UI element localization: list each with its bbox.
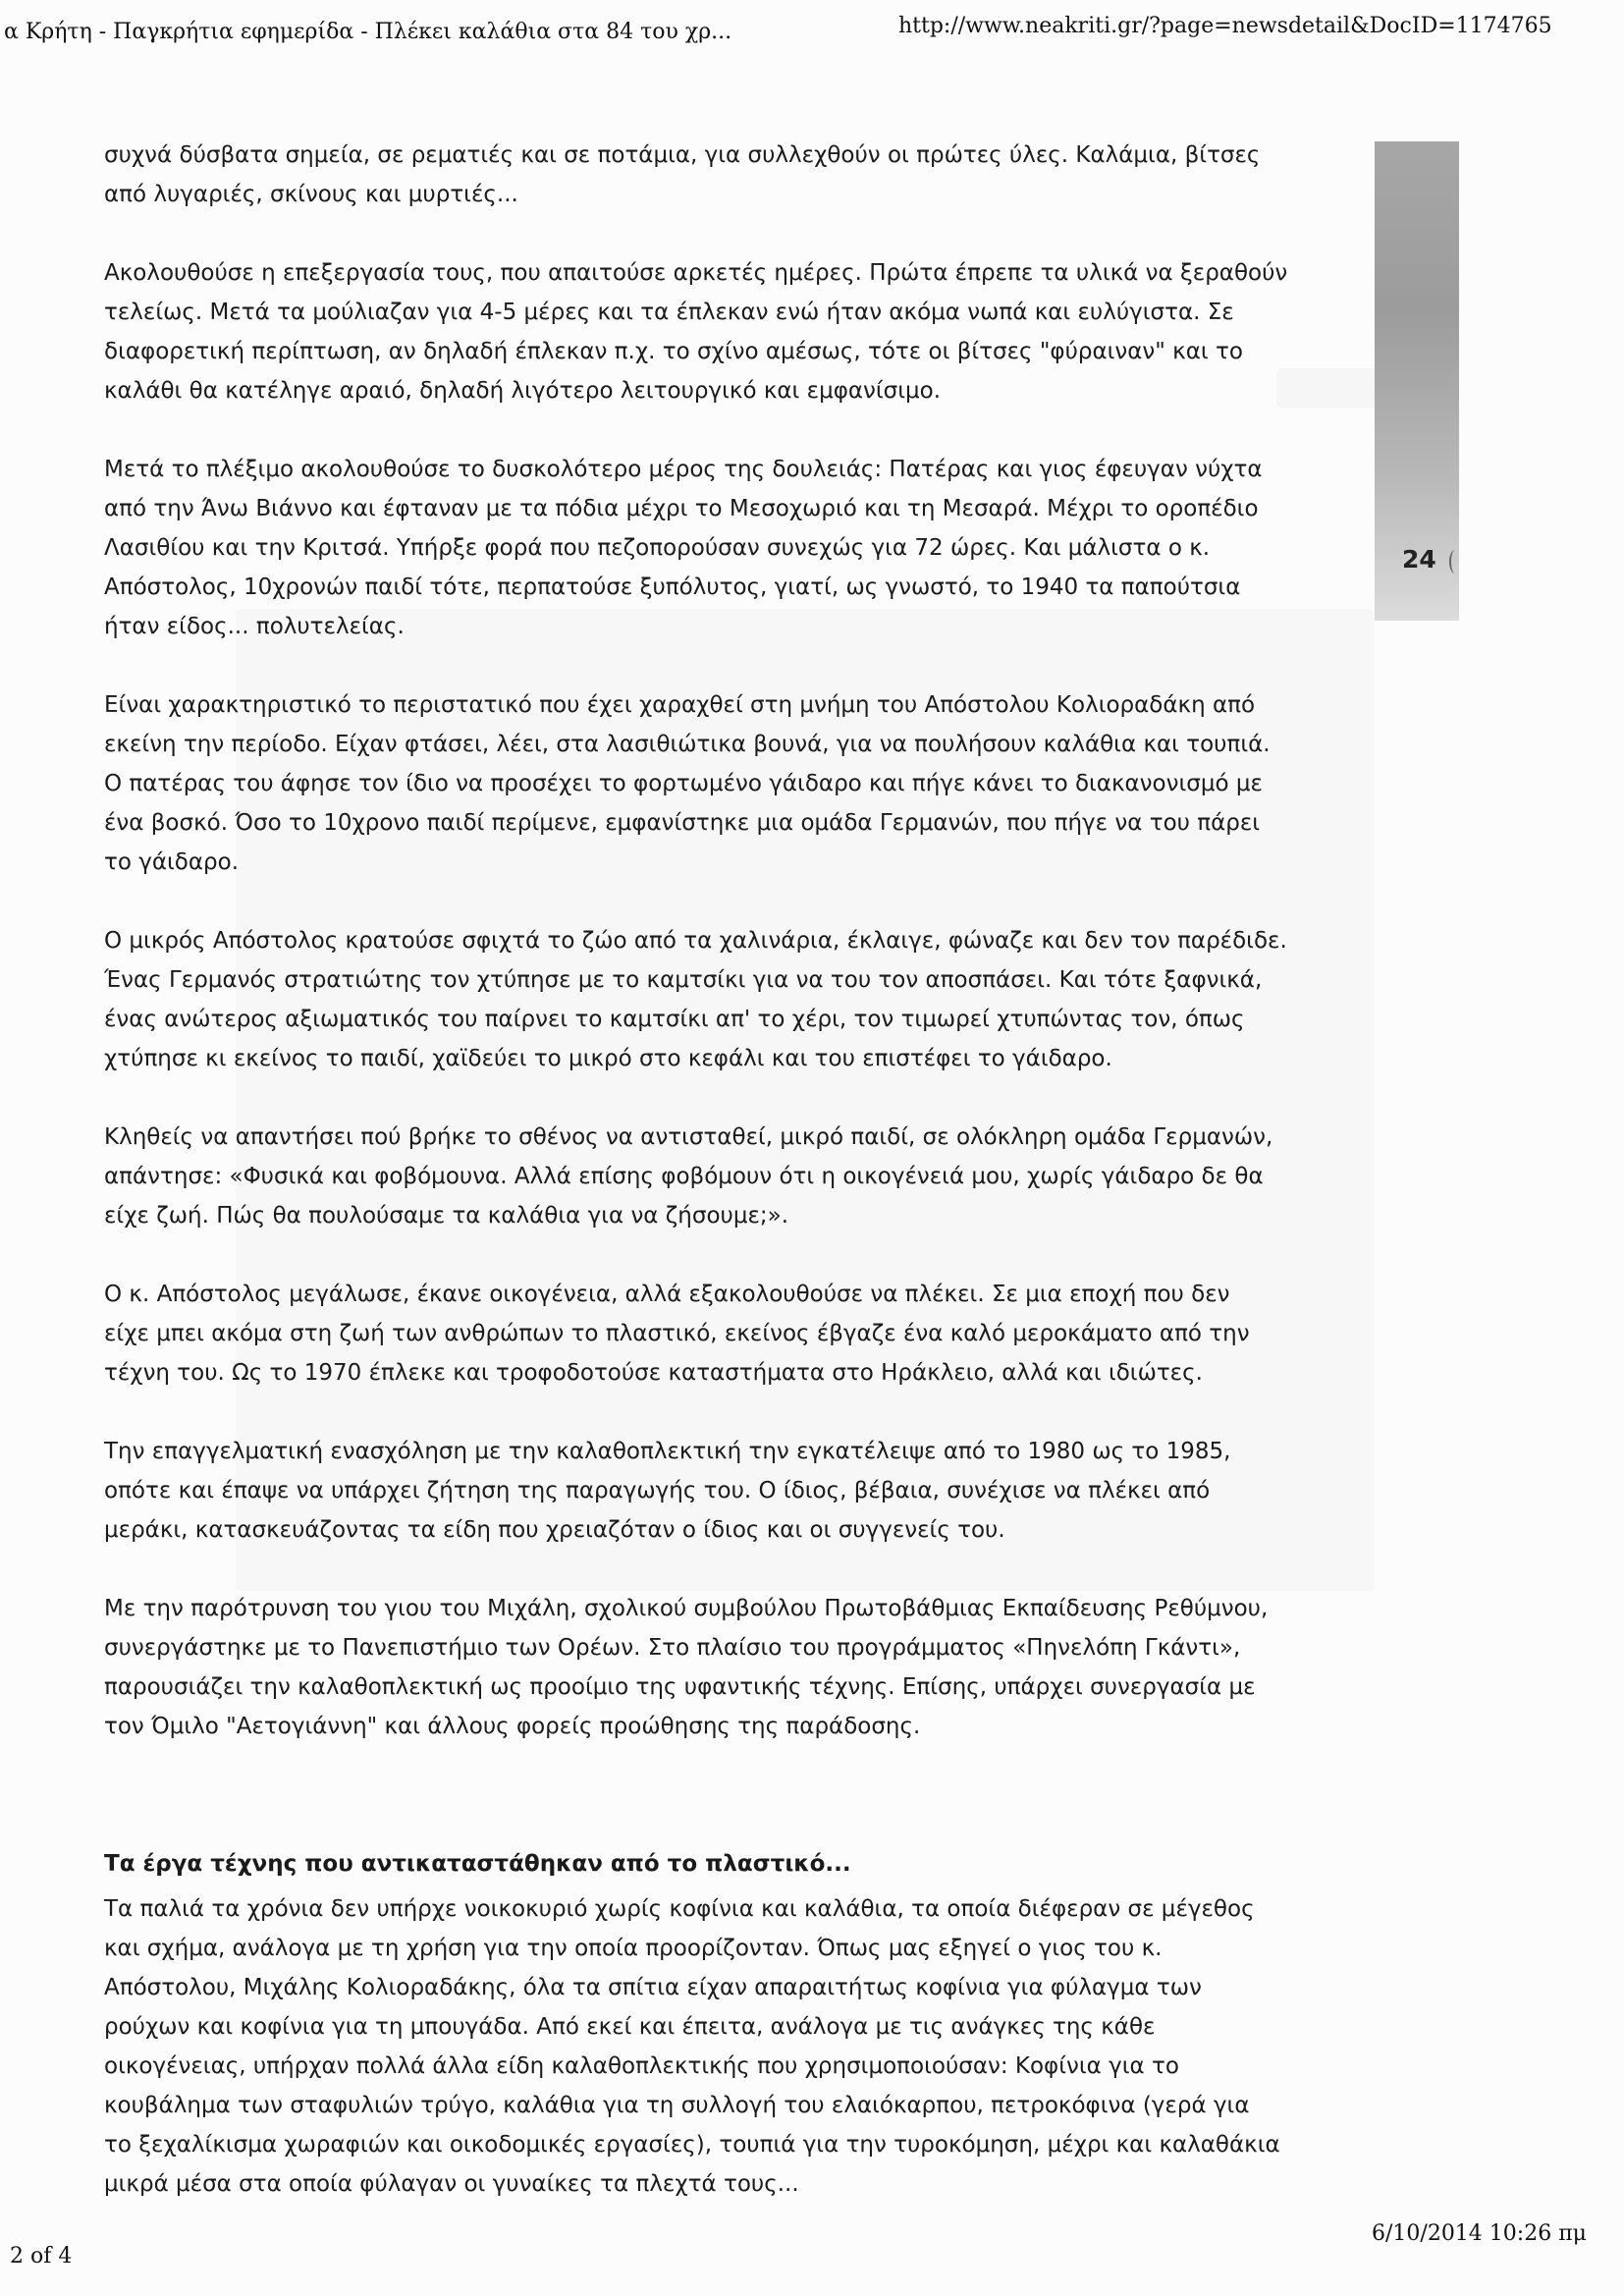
paragraph: Την επαγγελματική ενασχόληση με την καλαθοπλεκτική την εγκατέλειψε από το 1980 ως το 1985, οπότε και έπαψε να υπάρχει ζήτηση της παραγωγής του. Ο ίδιος, βέβαια, συνέχισε να πλέκει από μεράκι, κατασκευάζοντας τα είδη που χρειαζόταν ο ίδιος και οι συγγενείς του. xyxy=(104,1439,1231,1543)
page-url[interactable]: http://www.neakriti.gr/?page=newsdetail&DocID=1174765 xyxy=(898,14,1552,38)
paragraph: Είναι χαρακτηριστικό το περιστατικό που έχει χαραχθεί στη μνήμη του Απόστολου Κολιοραδάκη από εκείνη την περίοδο. Είχαν φτάσει, λέει, στα λασιθιώτικα βουνά, για να πουλήσουν καλάθια και τουπιά. Ο πατέρας του άφησε τον ίδιο να προσέχει το φορτωμένο γάιδαρο και πήγε κάνει το διακανονισμό με ένα βοσκό. Όσο το 10χρονο παιδί περίμενε, εμφανίστηκε μια ομάδα Γερμανών, που πήγε να του πάρει το γάιδαρο. xyxy=(104,692,1271,875)
paragraph: συχνά δύσβατα σημεία, σε ρεματιές και σε ποτάμια, για συλλεχθούν οι πρώτες ύλες. Καλάμια, βίτσες από λυγαριές, σκίνους και μυρτιές... xyxy=(104,142,1261,207)
page-title: α Κρήτη - Παγκρήτια εφημερίδα - Πλέκει καλάθια στα 84 του χρ... xyxy=(4,20,732,44)
paragraph: Ακολουθούσε η επεξεργασία τους, που απαιτούσε αρκετές ημέρες. Πρώτα έπρεπε τα υλικά να ξεραθούν τελείως. Μετά τα μούλιαζαν για 4-5 μέρες και τα έπλεκαν ενώ ήταν ακόμα νωπά και ευλύγιστα. Σε διαφορετική περίπτωση, αν δηλαδή έπλεκαν π.χ. το σχίνο αμέσως, τότε οι βίτσες "φύραιναν" και το καλάθι θα κατέληγε αραιό, δηλαδή λιγότερο λειτουργικό και εμφανίσιμο. xyxy=(104,260,1288,404)
paragraph: Ο κ. Απόστολος μεγάλωσε, έκανε οικογένεια, αλλά εξακολουθούσε να πλέκει. Σε μια εποχή που δεν είχε μπει ακόμα στη ζωή των ανθρώπων το πλαστικό, εκείνος έβγαζε ένα καλό μεροκάματο από την τέχνη του. Ως το 1970 έπλεκε και τροφοδοτούσε καταστήματα στο Ηράκλειο, αλλά και ιδιώτες. xyxy=(104,1282,1250,1386)
print-datetime: 6/10/2014 10:26 πμ xyxy=(1372,2221,1587,2246)
article-body xyxy=(104,136,1380,2204)
paragraph: Μετά το πλέξιμο ακολουθούσε το δυσκολότερο μέρος της δουλειάς: Πατέρας και γιος έφευγαν νύχτα από την Άνω Βιάννο και έφταναν με τα πόδια μέχρι το Μεσοχωριό και τη Μεσαρά. Μέχρι το οροπέδιο Λασιθίου και την Κριτσά. Υπήρξε φορά που πεζοπορούσαν συνεχώς για 72 ώρες. Και μάλιστα ο κ. Απόστολος, 10χρονών παιδί τότε, περπατούσε ξυπόλυτος, γιατί, ως γνωστό, το 1940 τα παπούτσια ήταν είδος... πολυτελείας. xyxy=(104,457,1263,639)
page-number: 2 of 4 xyxy=(10,2244,73,2269)
paragraph: Κληθείς να απαντήσει πού βρήκε το σθένος να αντισταθεί, μικρό παιδί, σε ολόκληρη ομάδα Γερμανών, απάντησε: «Φυσικά και φοβόμουνα. Αλλά επίσης φοβόμουν ότι η οικογένειά μου, χωρίς γάιδαρο δε θα είχε ζωή. Πώς θα πουλούσαμε τα καλάθια για να ζήσουμε;». xyxy=(104,1124,1273,1229)
section-heading: Τα έργα τέχνης που αντικαταστάθηκαν από το πλαστικό... xyxy=(104,1851,851,1877)
paragraph: Με την παρότρυνση του γιου του Μιχάλη, σχολικού συμβούλου Πρωτοβάθμιας Εκπαίδευσης Ρεθύμνου, συνεργάστηκε με το Πανεπιστήμιο των Ορέων. Στο πλαίσιο του προγράμματος «Πηνελόπη Γκάντι», παρουσιάζει την καλαθοπλεκτική ως προοίμιο της υφαντικής τέχνης. Επίσης, υπάρχει συνεργασία με τον Όμιλο "Αετογιάννη" και άλλους φορείς προώθησης της παράδοσης. xyxy=(104,1596,1269,1739)
paragraph: Ο μικρός Απόστολος κρατούσε σφιχτά το ζώο από τα χαλινάρια, έκλαιγε, φώναζε και δεν τον παρέδιδε. Ένας Γερμανός στρατιώτης τον χτύπησε με το καμτσίκι για να του τον αποσπάσει. Και τότε ξαφνικά, ένας ανώτερος αξιωματικός του παίρνει το καμτσίκι απ' το χέρι, τον τιμωρεί χτυπώντας τον, όπως χτύπησε κι εκείνος το παιδί, χαϊδεύει το μικρό στο κεφάλι και του επιστέφει το γάιδαρο. xyxy=(104,928,1287,1071)
section-paragraph: Τα παλιά τα χρόνια δεν υπήρχε νοικοκυριό χωρίς κοφίνια και καλάθια, τα οποία διέφεραν σε μέγεθος και σχήμα, ανάλογα με τη χρήση για την οποία προορίζονταν. Όπως μας εξηγεί ο γιος του κ. Απόστολου, Μιχάλης Κολιοραδάκης, όλα τα σπίτια είχαν απαραιτήτως κοφίνια για φύλαγμα των ρούχων και κοφίνια για τη μπουγάδα. Από εκεί και έπειτα, ανάλογα με τις ανάγκες της κάθε οικογένειας, υπήρχαν πολλά άλλα είδη καλαθοπλεκτικής που χρησιμοποιούσαν: Κοφίνια για το κουβάλημα των σταφυλιών τρύγο, καλάθια για τη συλλογή του ελαιόκαρπου, πετροκόφινα (γερά για το ξεχαλίκισμα χωραφιών και οικοδομικές εργασίες), τουπιά για την τυροκόμηση, μέχρι και καλαθάκια μικρά μέσα στα οποία φύλαγαν οι γυναίκες τα πλεχτά τους... xyxy=(104,1896,1280,2197)
photo-arc-glyph xyxy=(1449,550,1461,574)
photo-label: 24 xyxy=(1402,545,1436,574)
